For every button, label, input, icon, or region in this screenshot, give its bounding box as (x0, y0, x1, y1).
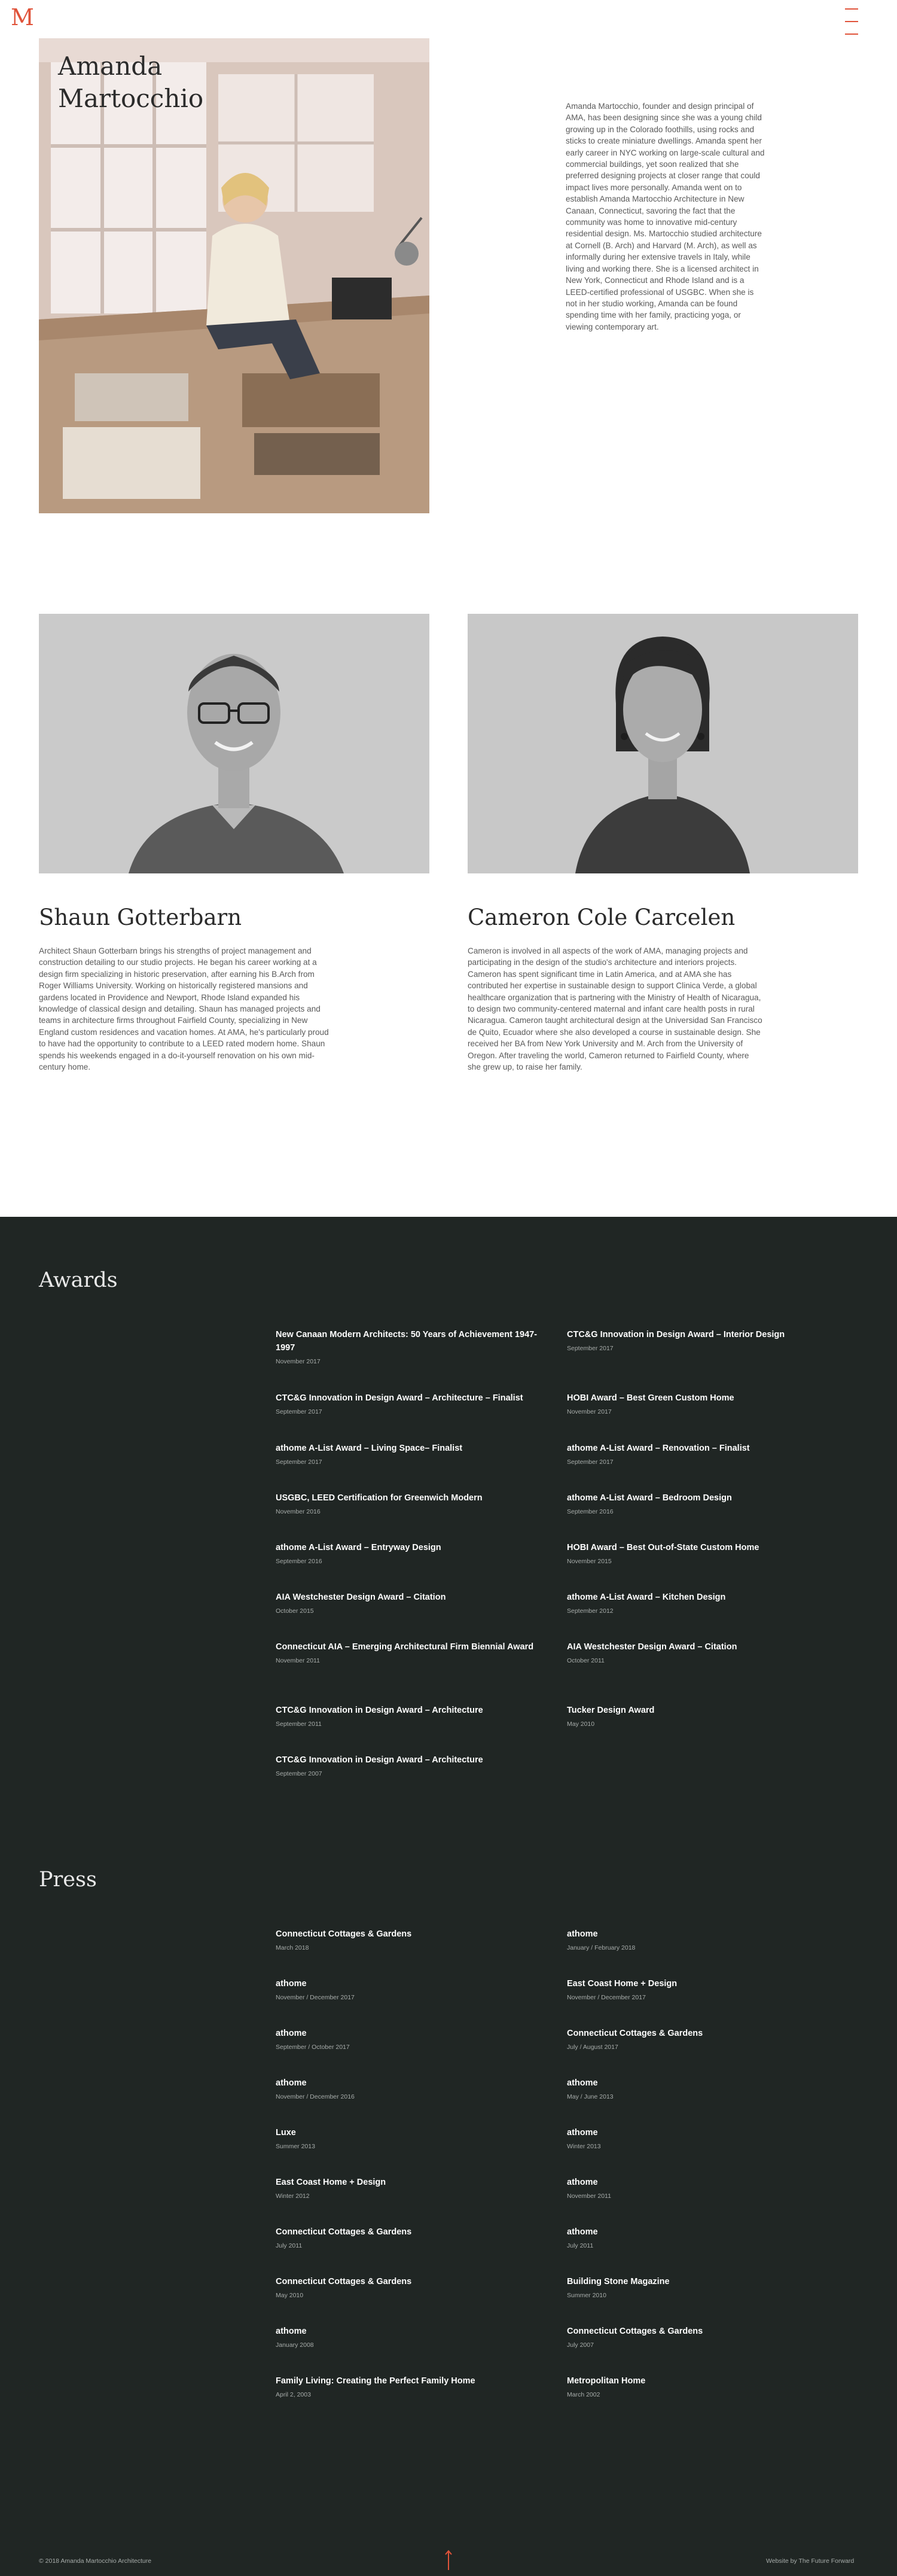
press-title: Connecticut Cottages & Gardens (276, 2227, 412, 2237)
award-item (567, 1328, 830, 1352)
press-date: July 2011 (276, 2242, 303, 2249)
press-item[interactable] (567, 2176, 830, 2200)
award-item (567, 1591, 830, 1615)
press-date: September / October 2017 (276, 2044, 350, 2051)
award-title: athome A-List Award – Renovation – Finalist (567, 1444, 750, 1453)
award-date: November 2016 (276, 1508, 321, 1515)
award-title: USGBC, LEED Certification for Greenwich Modern (276, 1493, 483, 1503)
press-item[interactable] (276, 2027, 539, 2051)
award-date: October 2011 (567, 1657, 605, 1664)
award-date: September 2017 (276, 1408, 322, 1415)
press-date: July / August 2017 (567, 2044, 618, 2051)
award-date: September 2011 (276, 1721, 322, 1728)
press-title: Luxe (276, 2128, 296, 2137)
shaun-portrait-photo (39, 614, 429, 873)
award-title: athome A-List Award – Living Space– Finalist (276, 1444, 463, 1453)
award-item (276, 1591, 539, 1615)
amanda-bio: Amanda Martocchio, founder and design principal of AMA, has been designing since she was a young child growing up in the Colorado foothills, using rocks and sticks to create miniature dwellings. Amanda spent her early career in NYC working on large-scale cultural and commercial buildings, yet soon realized that she preferred designing projects at closer range that could impact lives more personally. Amanda went on to establish Amanda Martocchio Architecture in New Canaan, Connecticut, savoring the fact that the community was home to innovative mid-century residential design. Ms. Martocchio studied architecture at Cornell (B. Arch) and Harvard (M. Arch), as well as informally during her extensive travels in Italy, while living and working there. She is a licensed architect in New York, Connecticut and Rhode Island and is a LEED-certified professional of USGBC. When she is not in her studio working, Amanda can be found spending time with her family, practicing yoga, or viewing contemporary art. (566, 102, 765, 331)
press-heading: Press (39, 1868, 97, 1892)
press-title: Connecticut Cottages & Gardens (276, 1929, 412, 1939)
award-item (567, 1541, 830, 1565)
press-item[interactable] (276, 1928, 539, 1951)
award-item (276, 1753, 539, 1777)
award-item (567, 1442, 830, 1466)
press-date: November / December 2016 (276, 2093, 355, 2100)
press-title: East Coast Home + Design (567, 1979, 678, 1989)
press-item[interactable] (276, 1977, 539, 2001)
award-item (276, 1328, 539, 1365)
menu-line (845, 34, 858, 35)
award-item (276, 1491, 539, 1515)
press-item[interactable] (276, 2126, 539, 2150)
press-date: November 2011 (567, 2193, 611, 2200)
award-title: Tucker Design Award (567, 1706, 655, 1715)
press-item[interactable] (276, 2374, 539, 2398)
press-item[interactable] (567, 2374, 830, 2398)
person-name-cameron: Cameron Cole Carcelen (468, 905, 736, 930)
press-item[interactable] (567, 2325, 830, 2349)
menu-line (845, 21, 858, 22)
press-date: Summer 2010 (567, 2292, 606, 2299)
award-title: AIA Westchester Design Award – Citation (276, 1593, 446, 1602)
site-logo[interactable]: M (11, 4, 34, 31)
awards-press-section (0, 1217, 897, 2576)
press-item[interactable] (567, 2126, 830, 2150)
award-date: September 2016 (567, 1508, 614, 1515)
award-item (276, 1640, 539, 1664)
award-title: HOBI Award – Best Out-of-State Custom Home (567, 1543, 759, 1552)
press-date: May / June 2013 (567, 2093, 614, 2100)
press-item[interactable] (276, 2176, 539, 2200)
press-item[interactable] (276, 2225, 539, 2249)
award-date: September 2016 (276, 1558, 322, 1565)
press-title: Metropolitan Home (567, 2376, 646, 2386)
person-name-amanda (58, 50, 309, 115)
award-item (276, 1541, 539, 1565)
award-date: November 2011 (276, 1657, 320, 1664)
press-date: March 2018 (276, 1944, 309, 1951)
press-date: April 2, 2003 (276, 2391, 311, 2398)
press-date: November / December 2017 (276, 1994, 355, 2001)
press-item[interactable] (276, 2076, 539, 2100)
award-date: September 2017 (567, 1345, 614, 1352)
press-title: Connecticut Cottages & Gardens (567, 2327, 703, 2336)
award-date: November 2017 (276, 1358, 321, 1365)
press-title: athome (567, 2227, 598, 2237)
press-title: East Coast Home + Design (276, 2178, 386, 2187)
press-date: January / February 2018 (567, 1944, 636, 1951)
award-title: HOBI Award – Best Green Custom Home (567, 1393, 734, 1403)
award-title: CTC&G Innovation in Design Award – Architecture – Finalist (276, 1393, 523, 1403)
award-date: November 2015 (567, 1558, 612, 1565)
award-title: CTC&G Innovation in Design Award – Architecture (276, 1755, 483, 1765)
press-item[interactable] (567, 2225, 830, 2249)
press-title: Connecticut Cottages & Gardens (567, 2029, 703, 2038)
award-title: Connecticut AIA – Emerging Architectural Firm Biennial Award (276, 1642, 534, 1652)
footer-copyright: © 2018 Amanda Martocchio Architecture (39, 2557, 152, 2565)
award-title: AIA Westchester Design Award – Citation (567, 1642, 737, 1652)
award-date: October 2015 (276, 1607, 314, 1615)
award-item (567, 1391, 830, 1415)
awards-heading: Awards (39, 1268, 118, 1292)
cameron-bio: Cameron is involved in all aspects of the work of AMA, managing projects and participating in the design of the studio's architecture and interiors projects. Cameron has spent significant time in Latin America, and at AMA she has contributed her expertise in sustainable design to support Clinica Verde, a global healthcare organization that is partnering with the Ministry of Health of Nicaragua, to design two community-centered maternal and infant care health posts in rural Nicaragua. Cameron taught architectural design at the Universidad San Francisco de Quito, Ecuador where she also developed a course in sustainable design. She received her BA from New York University and M. Arch from the University of Oregon. After traveling the world, Cameron returned to Fairfield County, where she grew up, to raise her family. (468, 946, 762, 1072)
award-item (276, 1704, 539, 1728)
name-line-last: Martocchio (58, 84, 204, 113)
award-title: athome A-List Award – Entryway Design (276, 1543, 441, 1552)
person-name-shaun: Shaun Gotterbarn (39, 905, 242, 930)
press-date: May 2010 (276, 2292, 304, 2299)
press-date: March 2002 (567, 2391, 600, 2398)
press-item[interactable] (276, 2275, 539, 2299)
press-date: November / December 2017 (567, 1994, 646, 2001)
footer-credit-link[interactable]: Website by The Future Forward (766, 2557, 855, 2565)
award-item (276, 1442, 539, 1466)
award-item (567, 1491, 830, 1515)
press-date: July 2011 (567, 2242, 594, 2249)
hamburger-menu-icon[interactable] (845, 8, 858, 35)
cameron-portrait-photo (468, 614, 858, 873)
award-date: September 2017 (567, 1458, 614, 1466)
press-item[interactable] (567, 2027, 830, 2051)
press-title: Building Stone Magazine (567, 2277, 670, 2286)
menu-line (845, 8, 858, 10)
press-date: Summer 2013 (276, 2143, 315, 2150)
press-date: Winter 2013 (567, 2143, 601, 2150)
award-date: September 2007 (276, 1770, 322, 1777)
award-title: CTC&G Innovation in Design Award – Interior Design (567, 1330, 785, 1339)
press-title: athome (567, 2128, 598, 2137)
award-date: September 2017 (276, 1458, 322, 1466)
award-title: athome A-List Award – Kitchen Design (567, 1593, 726, 1602)
press-date: July 2007 (567, 2341, 594, 2349)
name-line-first: Amanda (58, 51, 163, 81)
press-item[interactable] (567, 2076, 830, 2100)
press-title: athome (276, 2029, 307, 2038)
award-title: athome A-List Award – Bedroom Design (567, 1493, 732, 1503)
press-title: athome (567, 1929, 598, 1939)
press-title: athome (276, 1979, 307, 1989)
award-item (567, 1704, 830, 1728)
press-date: Winter 2012 (276, 2193, 310, 2200)
press-title: Family Living: Creating the Perfect Family Home (276, 2376, 475, 2386)
shaun-bio: Architect Shaun Gotterbarn brings his strengths of project management and construction detailing to our studio projects. He began his career working at a design firm specializing in historic preservation, after earning his B.Arch from Roger Williams University. Working on historically registered mansions and gardens located in Providence and Newport, Rhode Island expanded his knowledge of classical design and detailing. Shaun has managed projects and teams in architecture firms throughout Fairfield County, specializing in New England custom residences and vacation homes. At AMA, he's particularly proud to have had the opportunity to contribute to a LEED rated modern home. Shaun spends his weekends engaged in a do-it-yourself renovation on his own mid-century home. (39, 946, 329, 1072)
award-date: May 2010 (567, 1721, 595, 1728)
award-title: CTC&G Innovation in Design Award – Architecture (276, 1706, 483, 1715)
award-date: November 2017 (567, 1408, 612, 1415)
award-title: New Canaan Modern Architects: 50 Years of Achievement 1947-1997 (276, 1330, 538, 1353)
press-title: Connecticut Cottages & Gardens (276, 2277, 412, 2286)
press-date: January 2008 (276, 2341, 314, 2349)
award-item (276, 1391, 539, 1415)
press-item[interactable] (276, 2325, 539, 2349)
award-item (567, 1640, 830, 1664)
press-title: athome (276, 2327, 307, 2336)
press-item[interactable] (567, 1928, 830, 1951)
press-title: athome (276, 2078, 307, 2088)
press-item[interactable] (567, 2275, 830, 2299)
press-title: athome (567, 2078, 598, 2088)
press-title: athome (567, 2178, 598, 2187)
back-to-top-arrow-icon[interactable] (445, 2550, 452, 2570)
award-date: September 2012 (567, 1607, 614, 1615)
press-item[interactable] (567, 1977, 830, 2001)
